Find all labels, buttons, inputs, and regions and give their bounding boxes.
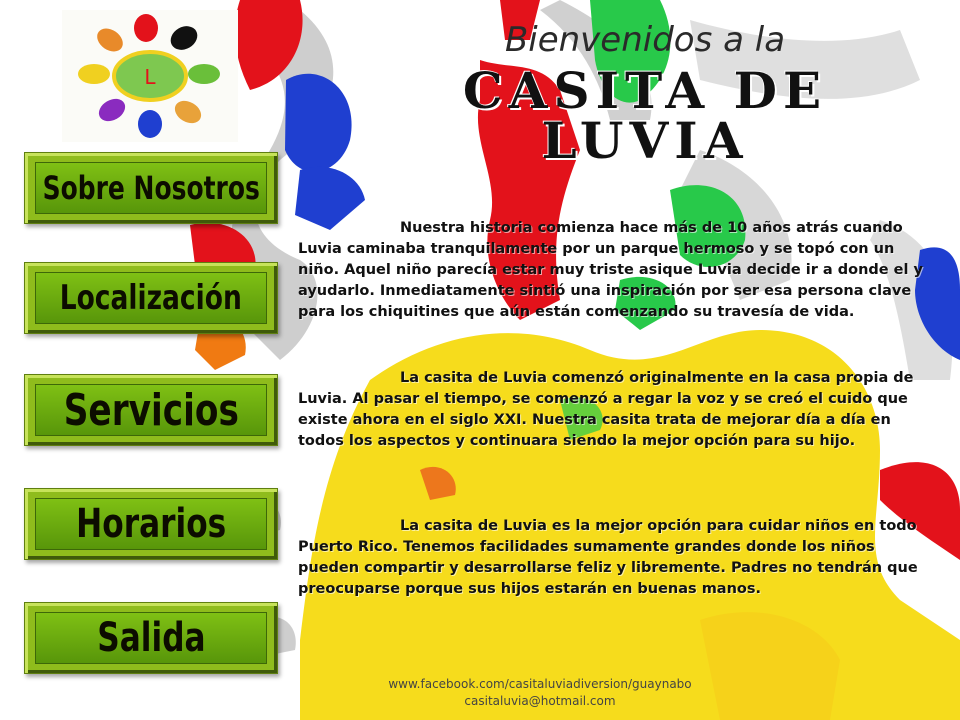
- nav-servicios-button[interactable]: [24, 374, 278, 446]
- facebook-link[interactable]: www.facebook.com/casitaluviadiversion/guaynabo: [388, 677, 692, 691]
- nav-localizacion-button[interactable]: [24, 262, 278, 334]
- nav-label: Servicios: [63, 384, 239, 436]
- nav-label: Horarios: [75, 501, 227, 547]
- nav-horarios-button[interactable]: [24, 488, 278, 560]
- nav-salida-button[interactable]: [24, 602, 278, 674]
- daycare-logo: [62, 10, 238, 142]
- welcome-heading: Bienvenidos a la: [504, 20, 786, 60]
- site-title-line-1: CASITA DE: [462, 61, 828, 120]
- best-option-paragraph: La casita de Luvia es la mejor opción para cuidar niños en todo Puerto Rico. Tenemos facilidades sumamente grandes donde los niños pueden compartir y desarrollarse feliz y libremente. Padres no tendrán que preocuparse porque sus hijos estarán en buenas manos.: [298, 518, 918, 597]
- nav-label: Sobre Nosotros: [42, 169, 260, 207]
- nav-sobre-nosotros-button[interactable]: [24, 152, 278, 224]
- nav-label: Localización: [59, 278, 243, 318]
- origin-paragraph: La casita de Luvia comenzó originalmente en la casa propia de Luvia. Al pasar el tiempo, se comenzó a regar la voz y se creó el cuido que existe ahora en el siglo XXI. Nuestra casita trata de mejorar día a día en todos los aspectos y continuara siendo la mejor opción para su hijo.: [298, 370, 914, 449]
- logo-letter: L: [144, 65, 156, 89]
- site-title: [400, 61, 890, 170]
- history-paragraph: Nuestra historia comienza hace más de 10 años atrás cuando Luvia caminaba tranquilamente por un parque hermoso y se topó con un niño. Aquel niño parecía estar muy triste asique Luvia decide ir a donde el y ayudarlo. Inmediatamente sintió una inspiración por ser esa persona clave para los chiquitines que aún están comenzando su travesía de vida.: [298, 220, 923, 320]
- footer-contact: [340, 676, 740, 710]
- site-title-line-2: LUVIA: [541, 111, 749, 170]
- email-link[interactable]: casitaluvia@hotmail.com: [464, 694, 616, 708]
- nav-label: Salida: [96, 615, 206, 661]
